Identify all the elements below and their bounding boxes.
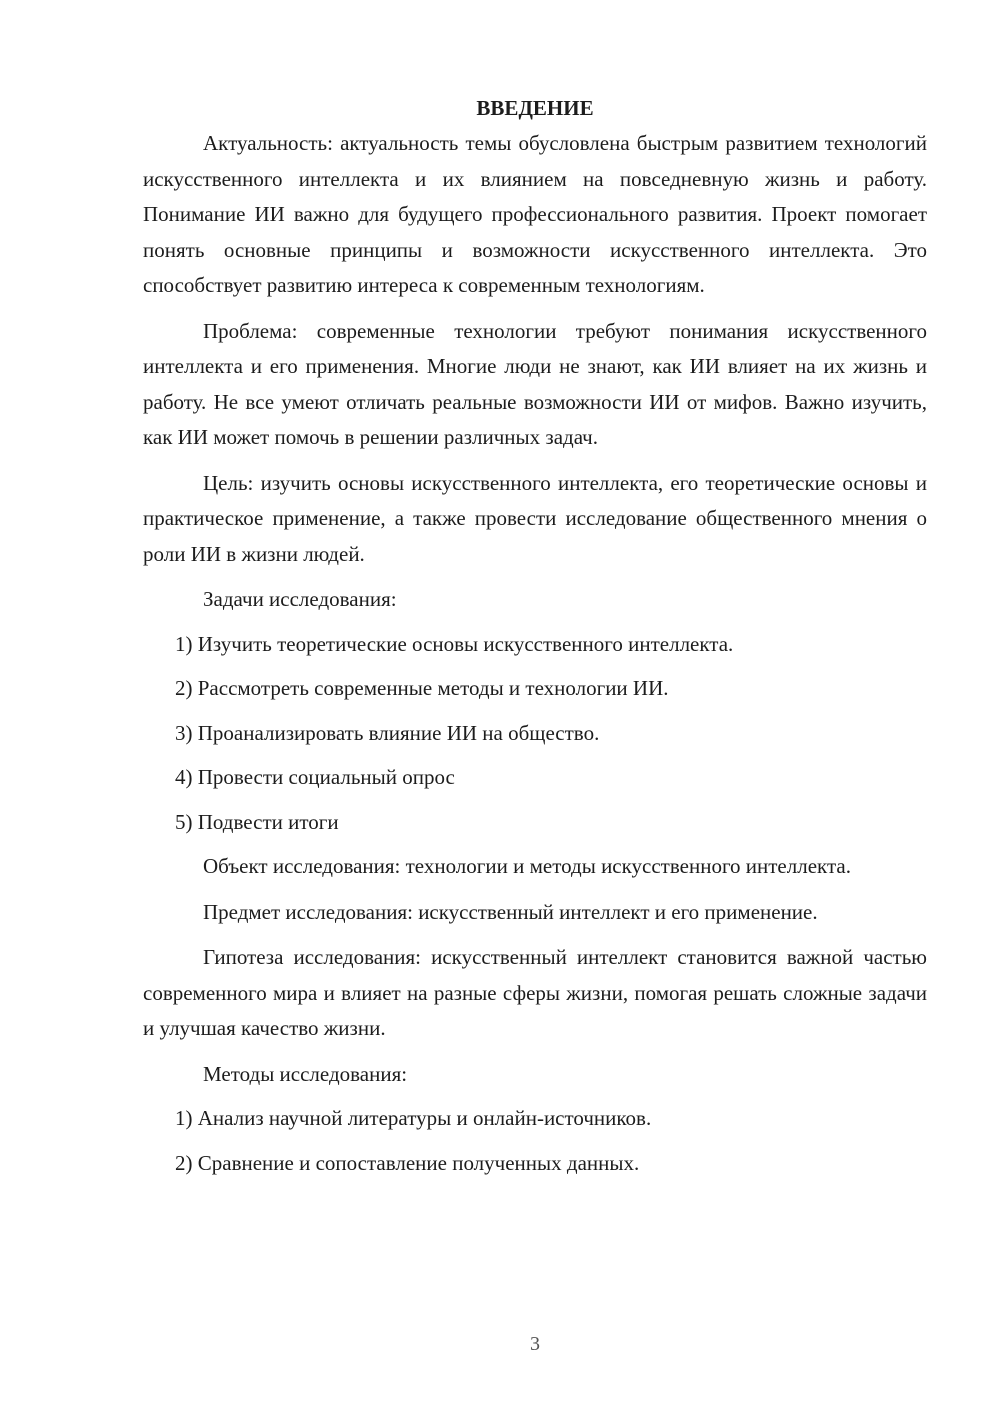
- task-item-2: 2) Рассмотреть современные методы и технологии ИИ.: [175, 676, 669, 700]
- document-page: [143, 90, 927, 1181]
- method-item-1: 1) Анализ научной литературы и онлайн-источников.: [175, 1106, 652, 1130]
- subject-paragraph: Предмет исследования: искусственный интеллект и его применение.: [203, 899, 818, 924]
- tasks-heading: Задачи исследования:: [203, 587, 397, 611]
- problem-paragraph: Проблема: современные технологии требуют понимания искусственного интеллекта и его применения. Многие люди не знают, как ИИ влияет на их жизнь и работу. Не все умеют отличать реальные возможности ИИ от мифов. Важно изучить, как ИИ может помочь в решении различных задач.: [143, 318, 927, 449]
- relevance-paragraph: Актуальность: актуальность темы обусловлена быстрым развитием технологий искусственного интеллекта и их влиянием на повседневную жизнь и работу. Понимание ИИ важно для будущего профессионального развития. Проект помогает понять основные принципы и возможности искусственного интеллекта. Это способствует развитию интереса к современным технологиям.: [143, 131, 927, 297]
- task-item-5: 5) Подвести итоги: [175, 809, 339, 834]
- method-item-2: 2) Сравнение и сопоставление полученных данных.: [175, 1150, 640, 1175]
- section-title: ВВЕДЕНИЕ: [476, 96, 594, 120]
- hypothesis-paragraph: Гипотеза исследования: искусственный интеллект становится важной частью современного мира и влияет на разные сферы жизни, помогая решать сложные задачи и улучшая качество жизни.: [143, 945, 927, 1040]
- task-item-3: 3) Проанализировать влияние ИИ на общество.: [175, 720, 600, 745]
- page-number: 3: [530, 1333, 540, 1355]
- goal-paragraph: Цель: изучить основы искусственного интеллекта, его теоретические основы и практическое применение, а также провести исследование общественного мнения о роли ИИ в жизни людей.: [143, 470, 927, 566]
- object-paragraph: Объект исследования: технологии и методы искусственного интеллекта.: [203, 854, 851, 878]
- methods-heading: Методы исследования:: [203, 1061, 408, 1086]
- task-item-4: 4) Провести социальный опрос: [175, 765, 455, 789]
- task-item-1: 1) Изучить теоретические основы искусственного интеллекта.: [175, 631, 734, 656]
